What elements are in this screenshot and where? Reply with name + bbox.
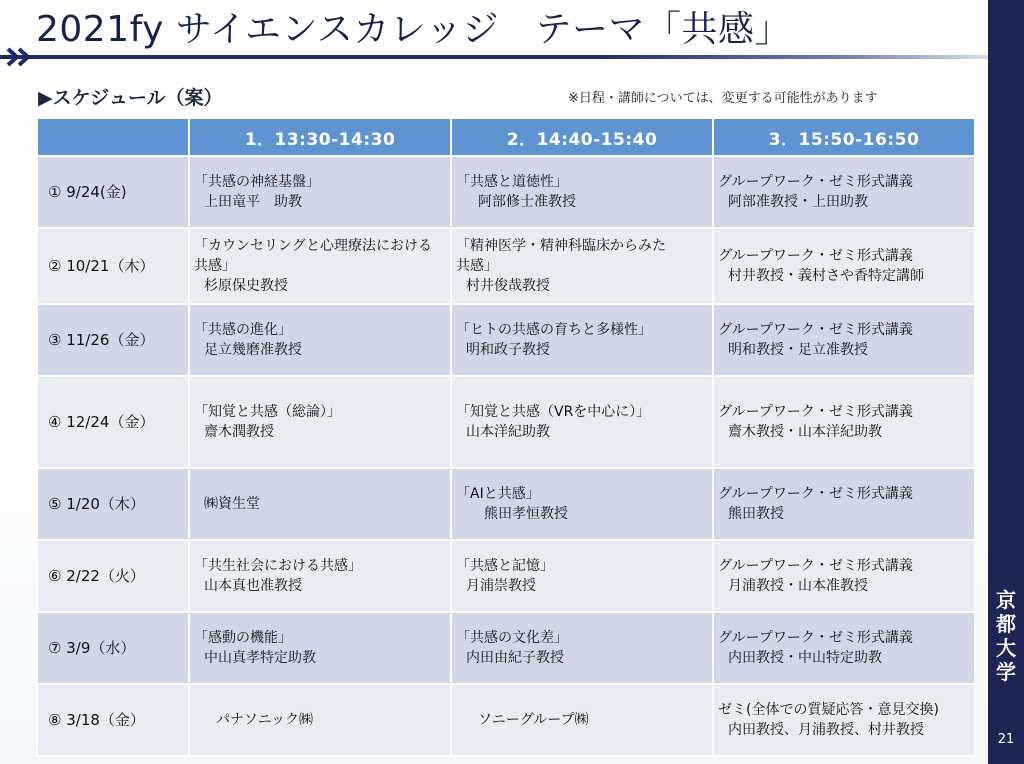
lecture-title: 「知覚と共感（VRを中心に）」: [456, 404, 651, 420]
session-2-cell: [451, 228, 713, 304]
lecturer: 阿部准教授・上田助教: [728, 194, 868, 210]
table-row: [37, 684, 975, 756]
lecturer: 阿部修士准教授: [478, 194, 576, 210]
session-2-cell: [451, 684, 713, 756]
lecturer: 内田教授、月浦教授、村井教授: [728, 722, 924, 738]
lecturer: 明和政子教授: [466, 342, 550, 358]
session-3-cell: [713, 540, 975, 612]
schedule-table: [36, 117, 976, 757]
session-1-cell: [189, 540, 451, 612]
page-number: 21: [997, 732, 1015, 747]
date-cell: ⑦ 3/9（水）: [37, 612, 189, 684]
university-char: 学: [996, 660, 1016, 684]
date-cell: ④ 12/24（金）: [37, 376, 189, 468]
lecturer: 熊田教授: [728, 506, 784, 522]
lecture-title: グループワーク・ゼミ形式講義: [718, 174, 913, 190]
lecturer: 齋木教授・山本洋紀助教: [728, 424, 882, 440]
company: ㈱資生堂: [204, 496, 260, 512]
university-char: 大: [996, 636, 1016, 660]
lecture-title: ゼミ(全体での質疑応答・意見交換): [718, 702, 939, 718]
date-cell: ② 10/21（木）: [37, 228, 189, 304]
header-session-1: 1．13:30-14:30: [189, 118, 451, 156]
university-char: 都: [996, 612, 1016, 636]
table-row: [37, 612, 975, 684]
session-3-cell: [713, 156, 975, 228]
lecturer: 村井俊哉教授: [466, 278, 550, 294]
company: パナソニック㈱: [216, 712, 314, 728]
session-2-cell: [451, 612, 713, 684]
lecturer: 村井教授・義村さや香特定講師: [728, 268, 924, 284]
right-sidebar: [988, 0, 1024, 764]
lecture-title: 「共生社会における共感」: [194, 558, 362, 574]
session-1-cell: [189, 304, 451, 376]
lecturer: 明和教授・足立准教授: [728, 342, 868, 358]
session-1-cell: [189, 468, 451, 540]
double-chevron-icon: [4, 44, 42, 70]
lecturer: 熊田孝恒教授: [484, 506, 568, 522]
session-3-cell: [713, 376, 975, 468]
lecture-title: グループワーク・ゼミ形式講義: [718, 404, 913, 420]
session-2-cell: [451, 540, 713, 612]
table-header-row: [37, 118, 975, 156]
lecture-title: 「共感の神経基盤」: [194, 174, 320, 190]
table-row: [37, 228, 975, 304]
lecture-title: グループワーク・ゼミ形式講義: [718, 486, 913, 502]
lecture-title-cont: 共感」: [194, 258, 236, 274]
university-logo-text: [988, 588, 1024, 684]
company: ソニーグループ㈱: [478, 712, 589, 728]
session-1-cell: [189, 156, 451, 228]
header-session-3: 3．15:50-16:50: [713, 118, 975, 156]
lecturer: 上田竜平 助教: [204, 194, 302, 210]
session-3-cell: [713, 612, 975, 684]
lecture-title-cont: 共感」: [456, 258, 498, 274]
session-1-cell: [189, 684, 451, 756]
header-session-2: 2．14:40-15:40: [451, 118, 713, 156]
lecturer: 内田由紀子教授: [466, 650, 564, 666]
date-cell: ③ 11/26（金）: [37, 304, 189, 376]
lecturer: 杉原保史教授: [204, 278, 288, 294]
date-cell: ⑧ 3/18（金）: [37, 684, 189, 756]
lecture-title: 「精神医学・精神科臨床からみた: [456, 238, 666, 254]
date-cell: ⑥ 2/22（火）: [37, 540, 189, 612]
session-3-cell: [713, 684, 975, 756]
session-3-cell: [713, 468, 975, 540]
date-cell: ① 9/24(金): [37, 156, 189, 228]
table-row: [37, 304, 975, 376]
lecture-title: 「共感と道徳性」: [456, 174, 568, 190]
lecture-title: 「知覚と共感（総論）」: [194, 404, 341, 420]
lecturer: 山本真也准教授: [204, 578, 302, 594]
date-cell: ⑤ 1/20（木）: [37, 468, 189, 540]
table-row: [37, 540, 975, 612]
table-row: [37, 156, 975, 228]
lecture-title: 「共感の進化」: [194, 322, 292, 338]
lecture-title: 「ヒトの共感の育ちと多様性」: [456, 322, 652, 338]
lecture-title: 「感動の機能」: [194, 630, 292, 646]
lecturer: 内田教授・中山特定助教: [728, 650, 882, 666]
lecture-title: 「共感と記憶」: [456, 558, 554, 574]
lecture-title: 「AIと共感」: [456, 486, 540, 502]
change-note: ※日程・講師については、変更する可能性があります: [568, 91, 878, 106]
table-row: [37, 468, 975, 540]
lecturer: 山本洋紀助教: [466, 424, 550, 440]
title-underline: [0, 55, 988, 59]
lecturer: 齋木潤教授: [204, 424, 274, 440]
lecturer: 月浦崇教授: [466, 578, 536, 594]
university-char: 京: [996, 588, 1016, 612]
section-heading: ▶スケジュール（案）: [38, 87, 223, 109]
slide-title: 2021fy サイエンスカレッジ テーマ「共感」: [36, 9, 792, 50]
session-2-cell: [451, 304, 713, 376]
header-date: [37, 118, 189, 156]
lecturer: 足立幾磨准教授: [204, 342, 302, 358]
session-1-cell: [189, 376, 451, 468]
lecturer: 月浦教授・山本准教授: [728, 578, 868, 594]
lecture-title: 「カウンセリングと心理療法における: [194, 238, 432, 254]
session-1-cell: [189, 228, 451, 304]
session-2-cell: [451, 156, 713, 228]
session-2-cell: [451, 468, 713, 540]
session-3-cell: [713, 304, 975, 376]
session-3-cell: [713, 228, 975, 304]
session-2-cell: [451, 376, 713, 468]
table-row: [37, 376, 975, 468]
lecture-title: グループワーク・ゼミ形式講義: [718, 558, 913, 574]
lecturer: 中山真孝特定助教: [204, 650, 316, 666]
lecture-title: グループワーク・ゼミ形式講義: [718, 248, 913, 264]
lecture-title: グループワーク・ゼミ形式講義: [718, 322, 913, 338]
lecture-title: グループワーク・ゼミ形式講義: [718, 630, 913, 646]
lecture-title: 「共感の文化差」: [456, 630, 568, 646]
session-1-cell: [189, 612, 451, 684]
